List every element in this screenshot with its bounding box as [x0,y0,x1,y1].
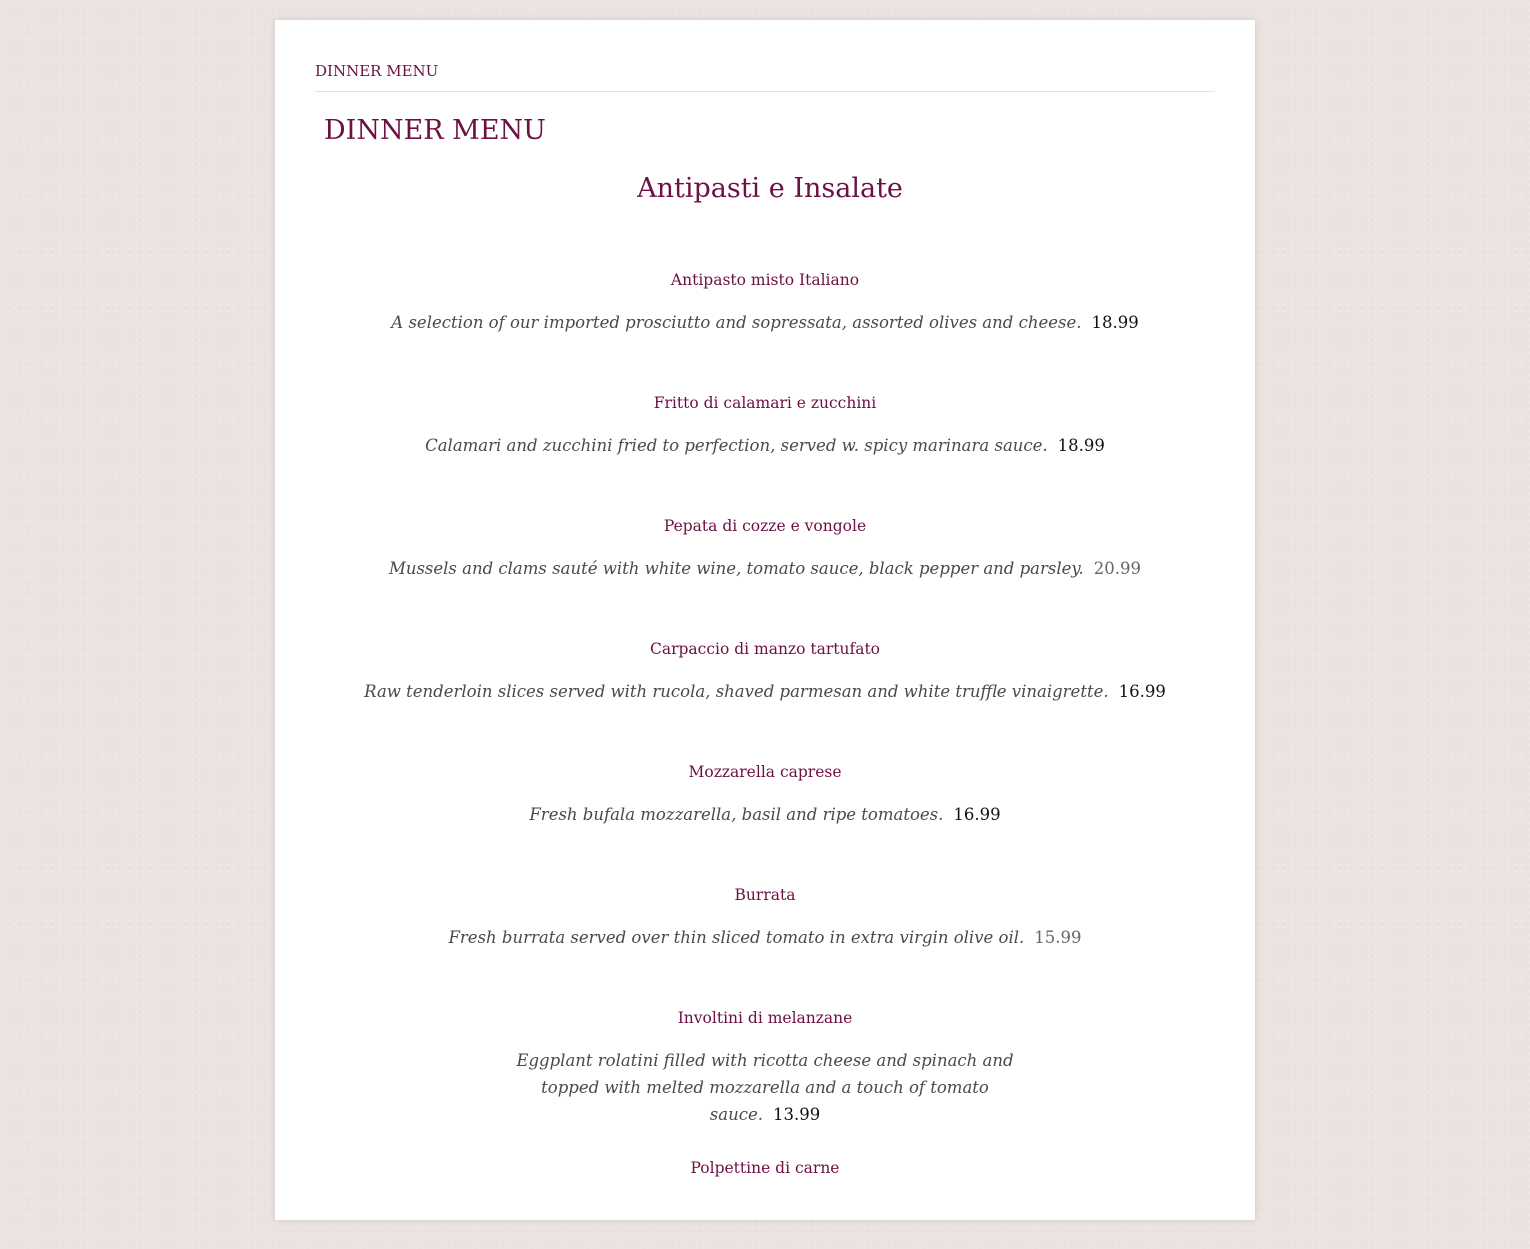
menu-item [315,976,1215,1126]
menu-page [275,20,1255,1220]
menu-item-price: 18.99 [1091,313,1139,332]
menu-item-name: Fritto di calamari e zucchini [653,394,877,412]
menu-item-description: Eggplant rolatini filled with ricotta cheese and spinach and topped with melted mozzarella and a touch of tomato sauce. [516,1051,1014,1124]
menu-item-name: Burrata [734,886,796,904]
menu-list [315,238,1215,1249]
menu-item-description: A selection of our imported prosciutto and sopressata, assorted olives and cheese. [391,313,1082,332]
breadcrumb[interactable]: DINNER MENU [315,62,1215,92]
menu-item-price: 13.99 [772,1105,821,1124]
menu-item [315,238,1215,361]
menu-item-name: Pepata di cozze e vongole [663,517,867,535]
menu-item-name: Mozzarella caprese [688,763,842,781]
menu-item-description: Fresh burrata served over thin sliced tomato in extra virgin olive oil. [448,928,1025,947]
page-title: DINNER MENU [324,115,546,146]
menu-item [315,361,1215,484]
menu-item [315,730,1215,853]
menu-item-name: Carpaccio di manzo tartufato [649,640,881,658]
menu-item-price: 20.99 [1093,559,1142,578]
menu-item-price: 16.99 [953,805,1001,824]
menu-item-description: Fresh bufala mozzarella, basil and ripe tomatoes. [529,805,944,824]
menu-item [315,607,1215,730]
menu-item-price: 18.99 [1057,436,1105,455]
section-title: Antipasti e Insalate [637,173,903,204]
menu-item-price: 16.99 [1118,682,1166,701]
menu-item-description: Raw tenderloin slices served with rucola, shaved parmesan and white truffle vinaigrette. [364,682,1109,701]
menu-item-name: Involtini di melanzane [677,1009,853,1027]
menu-item-name: Polpettine di carne [690,1159,840,1177]
menu-item-name: Antipasto misto Italiano [670,271,860,289]
menu-item [315,853,1215,976]
menu-item-description: Mussels and clams sauté with white wine, tomato sauce, black pepper and parsley. [388,559,1084,578]
menu-item [315,1126,1215,1249]
menu-item [315,484,1215,607]
menu-item-price: 15.99 [1034,928,1082,947]
menu-item-description: Calamari and zucchini fried to perfection, served w. spicy marinara sauce. [425,436,1048,455]
